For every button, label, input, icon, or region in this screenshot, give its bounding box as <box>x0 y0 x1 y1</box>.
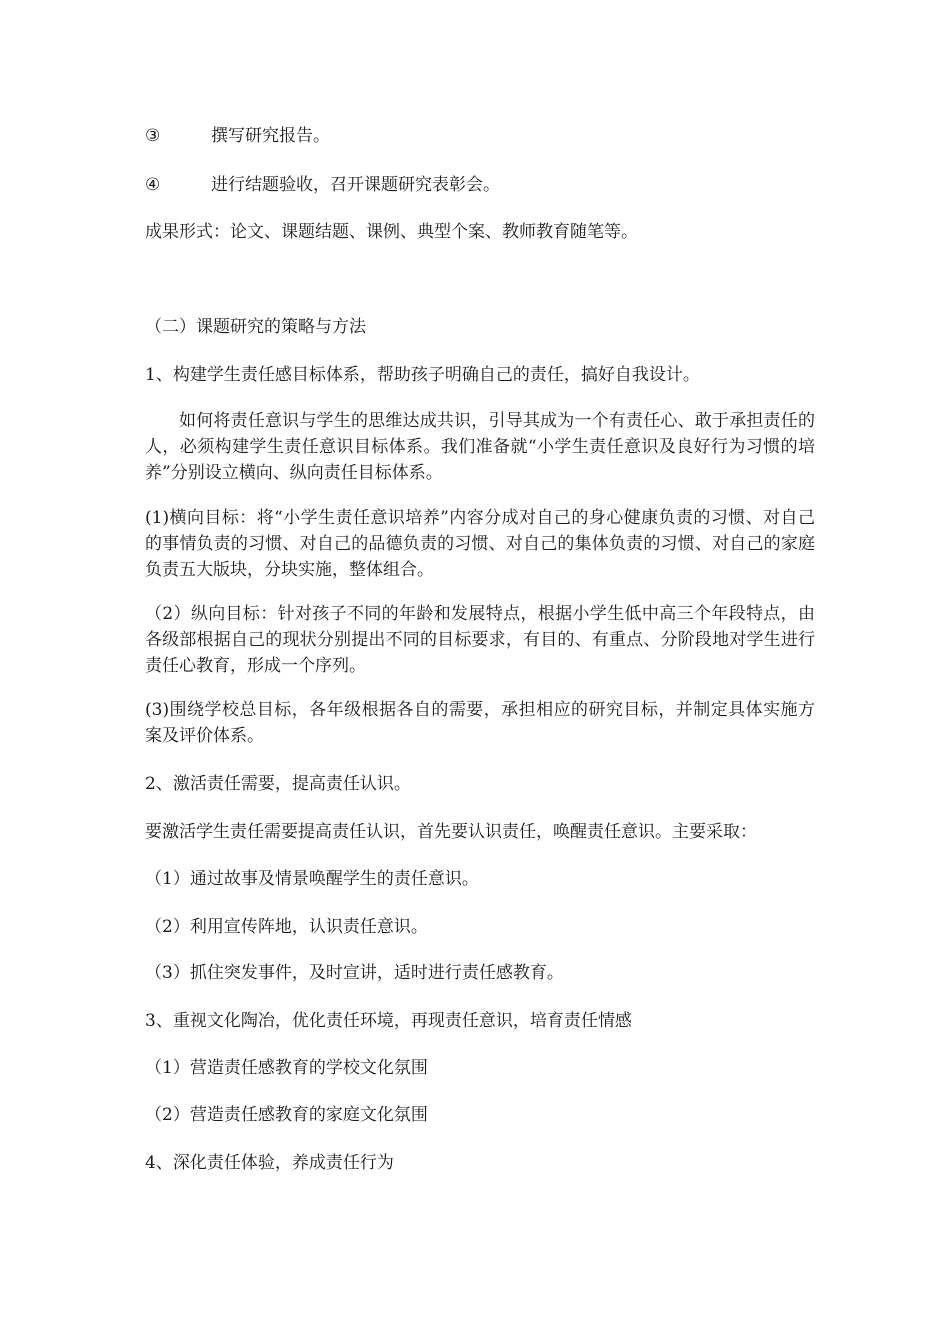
list-item <box>145 172 815 198</box>
list-item <box>145 123 815 149</box>
outcome-form-text: 成果形式：论文、课题结题、课例、典型个案、教师教育随笔等。 <box>145 222 638 242</box>
item2-point: （3）抓住突发事件，及时宣讲，适时进行责任感教育。 <box>145 963 564 983</box>
goal-school-paragraph: (3)围绕学校总目标，各年级根据各自的需要，承担相应的研究目标，并制定具体实施方案及评价体系。 <box>145 700 815 746</box>
list-item-text: 撰写研究报告。 <box>211 126 330 146</box>
item3-heading: 3、重视文化陶冶，优化责任环境，再现责任意识，培育责任情感 <box>145 1011 632 1031</box>
item1-heading: 1、构建学生责任感目标体系，帮助孩子明确自己的责任，搞好自我设计。 <box>145 365 700 385</box>
goal-horizontal-paragraph: (1)横向目标：将“小学生责任意识培养”内容分成对自己的身心健康负责的习惯、对自己的事情负责的习惯、对自己的品德负责的习惯、对自己的集体负责的习惯、对自己的家庭负责五大版块，分块实施，整体组合。 <box>145 508 815 580</box>
item4-heading: 4、深化责任体验，养成责任行为 <box>145 1153 394 1173</box>
item2-point: （1）通过故事及情景唤醒学生的责任意识。 <box>145 869 479 889</box>
item3-point: （2）营造责任感教育的家庭文化氛围 <box>145 1105 428 1125</box>
list-marker: ③ <box>145 126 161 146</box>
list-marker: ④ <box>145 175 161 195</box>
item3-point: （1）营造责任感教育的学校文化氛围 <box>145 1058 428 1078</box>
section-heading: （二）课题研究的策略与方法 <box>145 317 366 337</box>
item2-point: （2）利用宣传阵地，认识责任意识。 <box>145 917 428 937</box>
list-item-text: 进行结题验收，召开课题研究表彰会。 <box>211 175 500 195</box>
item1-body: 如何将责任意识与学生的思维达成共识，引导其成为一个有责任心、敢于承担责任的人，必须构建学生责任意识目标体系。我们准备就“小学生责任意识及良好行为习惯的培养”分别设立横向、纵向责任目标体系。 <box>145 411 815 483</box>
goal-vertical-paragraph: （2）纵向目标：针对孩子不同的年龄和发展特点，根据小学生低中高三个年段特点，由各级部根据自己的现状分别提出不同的目标要求，有目的、有重点、分阶段地对学生进行责任心教育，形成一个序列。 <box>145 604 815 676</box>
item2-body: 要激活学生责任需要提高责任认识，首先要认识责任，唤醒责任意识。主要采取： <box>145 822 757 842</box>
item2-heading: 2、激活责任需要，提高责任认识。 <box>145 774 411 794</box>
